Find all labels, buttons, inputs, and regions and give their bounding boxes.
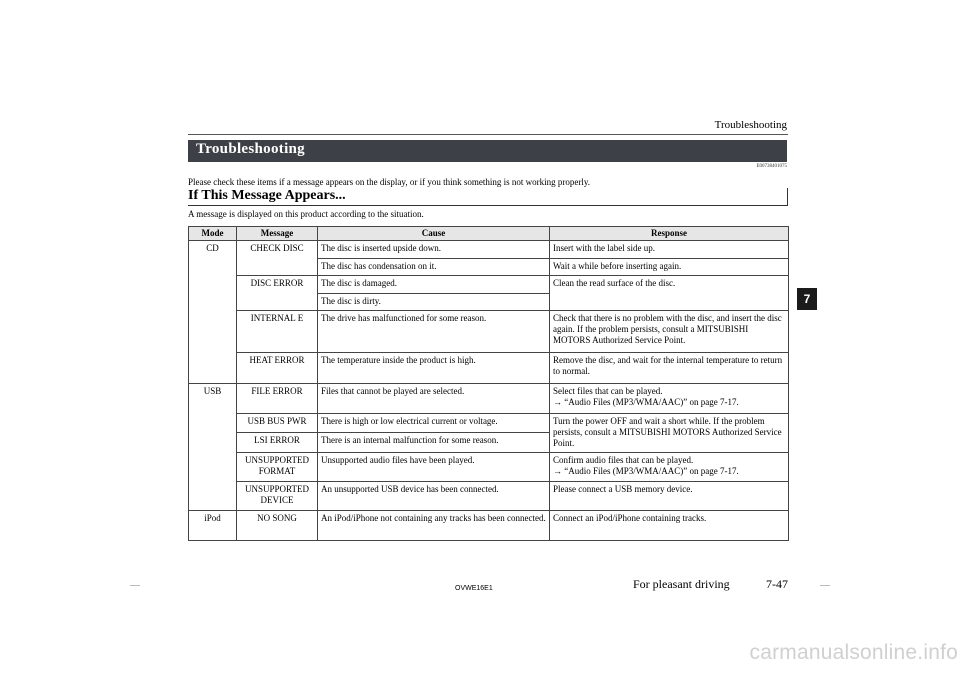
cause-cell: An unsupported USB device has been connected. <box>318 482 550 511</box>
message-cell: FILE ERROR <box>237 384 318 414</box>
message-cell: INTERNAL E <box>237 311 318 353</box>
watermark: carmanualsonline.info <box>749 641 958 664</box>
cause-cell: There is an internal malfunction for some reason. <box>318 432 550 452</box>
message-cell <box>237 482 318 511</box>
page-number: 7-47 <box>766 577 788 591</box>
table-row <box>189 453 789 482</box>
response-line: Select files that can be played. <box>553 386 663 396</box>
crop-mark <box>130 585 140 586</box>
message-line: UNSUPPORTED <box>245 484 309 494</box>
column-header-message: Message <box>237 227 318 241</box>
footer-section-title: For pleasant driving <box>633 577 730 591</box>
message-cell: HEAT ERROR <box>237 353 318 384</box>
response-cell: Turn the power OFF and wait a short while. If the problem persists, consult a MITSUBISHI MOTORS Authorized Service Point. <box>550 414 789 453</box>
column-header-mode: Mode <box>189 227 237 241</box>
table-row <box>189 311 789 353</box>
message-cell: DISC ERROR <box>237 276 318 311</box>
response-cell: Please connect a USB memory device. <box>550 482 789 511</box>
cause-cell: An iPod/iPhone not containing any tracks has been connected. <box>318 511 550 541</box>
section-title: Troubleshooting <box>196 141 305 157</box>
response-line: Confirm audio files that can be played. <box>553 455 694 465</box>
table-row <box>189 511 789 541</box>
page-reference: → “Audio Files (MP3/WMA/AAC)” on page 7-17. <box>553 466 739 476</box>
response-cell <box>550 453 789 482</box>
cause-cell: The drive has malfunctioned for some reason. <box>318 311 550 353</box>
table-row <box>189 276 789 294</box>
cause-cell: The disc is damaged. <box>318 276 550 294</box>
cause-cell: Unsupported audio files have been played. <box>318 453 550 482</box>
table-row <box>189 384 789 414</box>
cause-cell: Files that cannot be played are selected. <box>318 384 550 414</box>
message-line: DEVICE <box>260 495 294 505</box>
response-cell: Insert with the label side up. <box>550 241 789 259</box>
subheading: If This Message Appears... <box>188 188 346 203</box>
subheading-box <box>188 188 788 206</box>
header-rule <box>188 134 788 135</box>
table-row <box>189 414 789 433</box>
message-line: UNSUPPORTED <box>245 455 309 465</box>
response-cell: Clean the read surface of the disc. <box>550 276 789 311</box>
response-cell: Wait a while before inserting again. <box>550 259 789 276</box>
section-banner <box>188 140 787 162</box>
message-cell <box>237 453 318 482</box>
cause-cell: The disc is inserted upside down. <box>318 241 550 259</box>
response-cell: Connect an iPod/iPhone containing tracks. <box>550 511 789 541</box>
cause-cell: The temperature inside the product is high. <box>318 353 550 384</box>
cause-cell: The disc is dirty. <box>318 294 550 311</box>
intro-text: Please check these items if a message appears on the display, or if you think something is not working properly. <box>188 177 590 187</box>
crop-mark <box>820 585 830 586</box>
running-head: Troubleshooting <box>714 119 787 131</box>
mode-cell: iPod <box>189 511 237 541</box>
mode-cell: CD <box>189 241 237 384</box>
chapter-tab: 7 <box>797 288 817 310</box>
cause-cell: There is high or low electrical current or voltage. <box>318 414 550 433</box>
message-cell: USB BUS PWR <box>237 414 318 433</box>
document-code: OVWE16E1 <box>455 585 493 592</box>
mode-cell: USB <box>189 384 237 511</box>
response-cell <box>550 384 789 414</box>
situation-text: A message is displayed on this product according to the situation. <box>188 209 424 219</box>
message-line: FORMAT <box>258 466 296 476</box>
column-header-response: Response <box>550 227 789 241</box>
page-reference: → “Audio Files (MP3/WMA/AAC)” on page 7-17. <box>553 397 739 407</box>
troubleshooting-table <box>188 226 789 541</box>
response-cell: Remove the disc, and wait for the internal temperature to return to normal. <box>550 353 789 384</box>
response-cell: Check that there is no problem with the disc, and insert the disc again. If the problem persists, consult a MITSUBISHI MOTORS Authorized Service Point. <box>550 311 789 353</box>
message-cell: LSI ERROR <box>237 432 318 452</box>
message-cell: NO SONG <box>237 511 318 541</box>
table-row <box>189 482 789 511</box>
table-row <box>189 241 789 259</box>
message-cell: CHECK DISC <box>237 241 318 276</box>
section-code: E00738401075 <box>756 164 787 169</box>
table-row <box>189 353 789 384</box>
cause-cell: The disc has condensation on it. <box>318 259 550 276</box>
table-header-row <box>189 227 789 241</box>
column-header-cause: Cause <box>318 227 550 241</box>
